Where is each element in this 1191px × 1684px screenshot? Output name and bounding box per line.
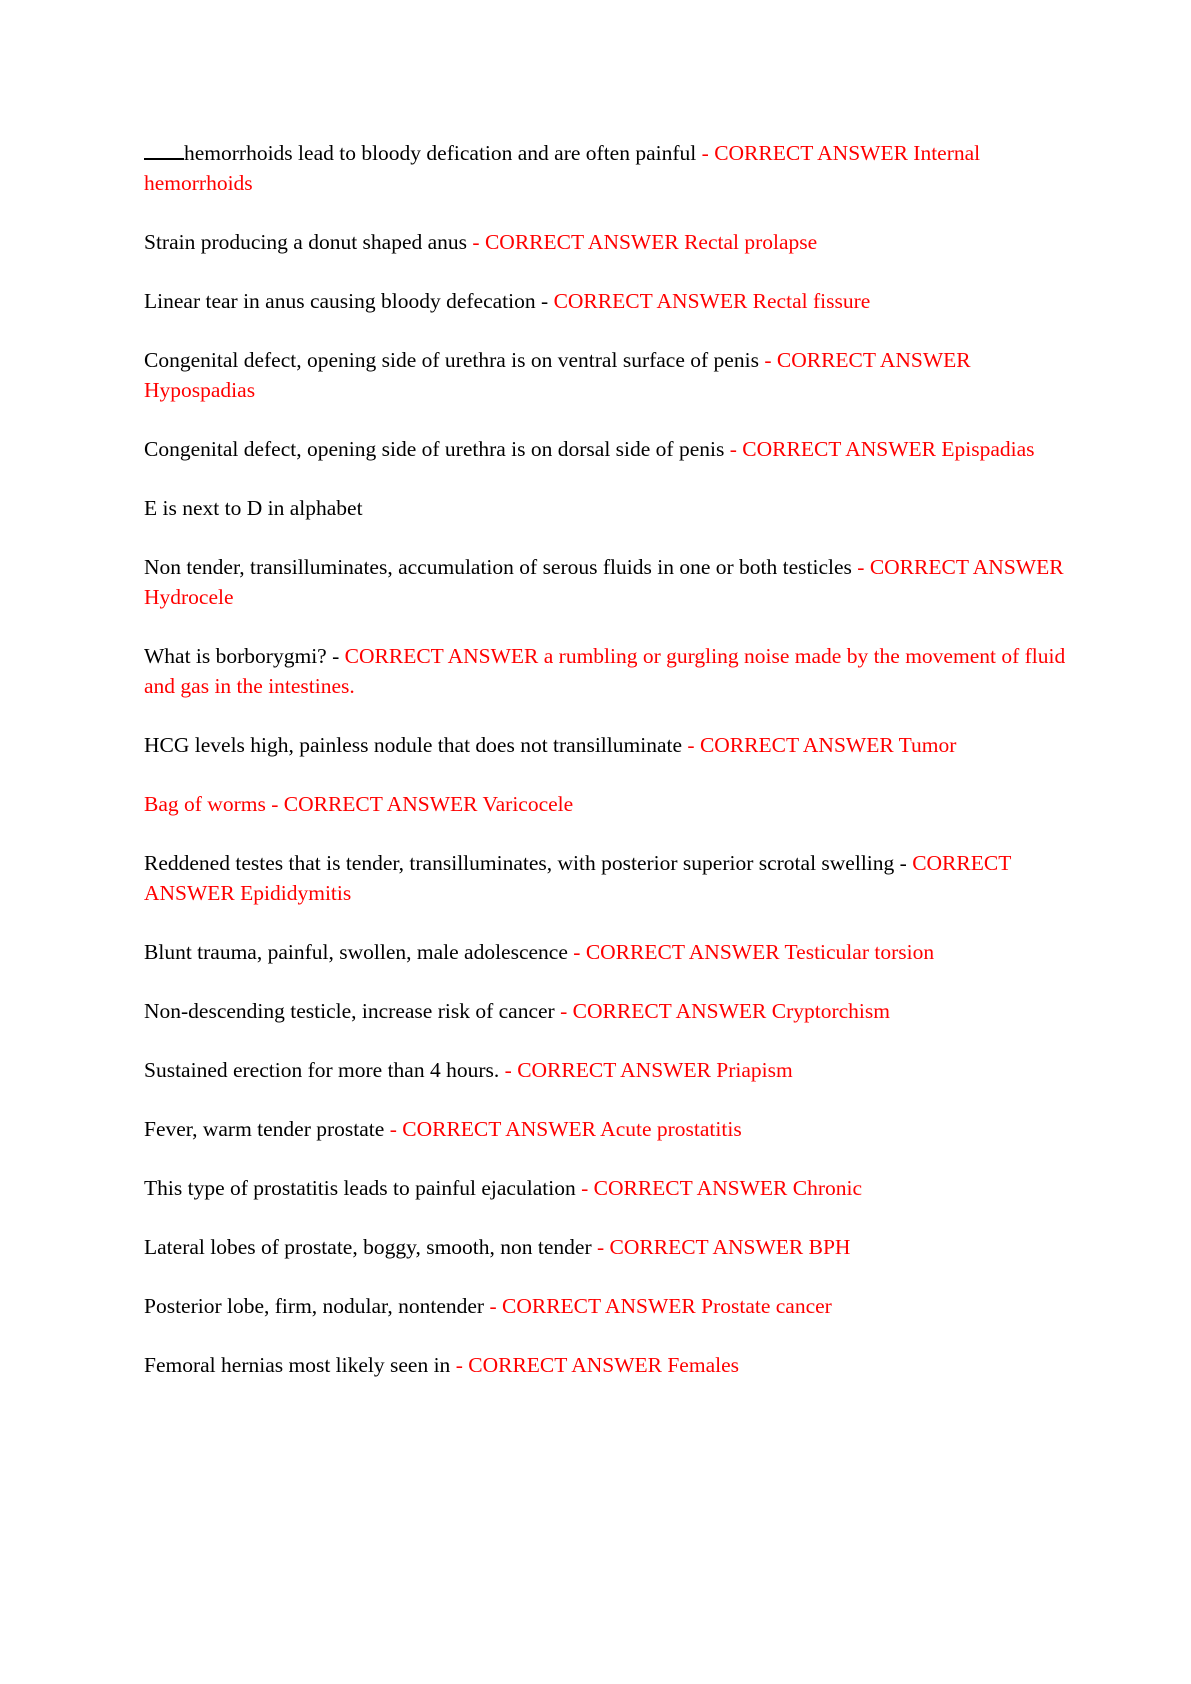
answer-text: CORRECT ANSWER Acute prostatitis (402, 1117, 742, 1141)
separator: - (535, 289, 554, 313)
qa-list (144, 137, 1074, 1409)
question-text: Posterior lobe, firm, nodular, nontender (144, 1294, 485, 1318)
separator: - (484, 1294, 502, 1318)
question-text: Bag of worms (144, 792, 266, 816)
question-text: Congenital defect, opening side of urethra is on dorsal side of penis (144, 437, 725, 461)
separator: - (384, 1117, 403, 1141)
answer-text: CORRECT ANSWER Rectal fissure (553, 289, 871, 313)
answer-text: CORRECT ANSWER Internal hemorrhoids (144, 141, 981, 195)
question-text: Non tender, transilluminates, accumulation of serous fluids in one or both testicles (144, 555, 852, 579)
qa-item (144, 286, 1074, 316)
qa-item (144, 434, 1074, 464)
qa-item (144, 345, 1074, 405)
answer-text: CORRECT ANSWER Prostate cancer (502, 1294, 832, 1318)
answer-text: CORRECT ANSWER Epispadias (742, 437, 1035, 461)
qa-item (144, 1055, 1074, 1085)
separator: - (567, 940, 586, 964)
answer-text: CORRECT ANSWER Priapism (517, 1058, 793, 1082)
qa-item (144, 937, 1074, 967)
qa-item (144, 137, 1074, 198)
question-text: Strain producing a donut shaped anus (144, 230, 468, 254)
qa-item (144, 1173, 1074, 1203)
question-text: Linear tear in anus causing bloody defecation (144, 289, 536, 313)
answer-text: CORRECT ANSWER BPH (609, 1235, 851, 1259)
qa-item (144, 996, 1074, 1026)
question-text: Lateral lobes of prostate, boggy, smooth, non tender (144, 1235, 592, 1259)
separator: - (724, 437, 743, 461)
answer-text: CORRECT ANSWER Rectal prolapse (484, 230, 818, 254)
separator: - (851, 555, 870, 579)
qa-item (144, 848, 1074, 908)
question-text: Femoral hernias most likely seen in (144, 1353, 451, 1377)
separator: - (758, 348, 777, 372)
answer-text: CORRECT ANSWER Chronic (593, 1176, 862, 1200)
qa-item (144, 1232, 1074, 1262)
answer-text: CORRECT ANSWER Cryptorchism (572, 999, 890, 1023)
separator: - (554, 999, 573, 1023)
separator: - (265, 792, 284, 816)
question-text: Blunt trauma, painful, swollen, male adolescence (144, 940, 568, 964)
question-text: Congenital defect, opening side of urethra is on ventral surface of penis (144, 348, 759, 372)
separator: - (696, 141, 715, 165)
answer-text: CORRECT ANSWER a rumbling or gurgling noise made by the movement of fluid and gas in the intestines. (144, 644, 1066, 698)
answer-text: CORRECT ANSWER Females (468, 1353, 739, 1377)
answer-text: CORRECT ANSWER Tumor (699, 733, 957, 757)
question-text: Fever, warm tender prostate (144, 1117, 385, 1141)
question-text: What is borborygmi? (144, 644, 327, 668)
qa-item (144, 730, 1074, 760)
qa-item (144, 552, 1074, 612)
note-text: E is next to D in alphabet (144, 496, 363, 520)
answer-text: CORRECT ANSWER Varicocele (283, 792, 574, 816)
qa-item (144, 1350, 1074, 1380)
question-text: This type of prostatitis leads to painful ejaculation (144, 1176, 576, 1200)
qa-item (144, 641, 1074, 701)
answer-text: CORRECT ANSWER Hydrocele (144, 555, 1064, 609)
separator: - (591, 1235, 610, 1259)
separator: - (326, 644, 345, 668)
separator: - (450, 1353, 469, 1377)
qa-item (144, 1114, 1074, 1144)
question-text: Sustained erection for more than 4 hours. (144, 1058, 500, 1082)
answer-text: CORRECT ANSWER Hypospadias (144, 348, 971, 402)
separator: - (467, 230, 485, 254)
question-text: HCG levels high, painless nodule that does not transilluminate (144, 733, 683, 757)
qa-item (144, 789, 1074, 819)
separator: - (682, 733, 700, 757)
separator: - (575, 1176, 594, 1200)
qa-item (144, 227, 1074, 257)
question-text: Non-descending testicle, increase risk of cancer (144, 999, 555, 1023)
qa-item (144, 493, 1074, 523)
question-text: Reddened testes that is tender, transilluminates, with posterior superior scrotal swelling - (144, 851, 907, 875)
separator: - (499, 1058, 518, 1082)
question-text: hemorrhoids lead to bloody defication and are often painful (184, 141, 697, 165)
answer-text: CORRECT ANSWER Testicular torsion (585, 940, 935, 964)
answer-text: CORRECT ANSWER Epididymitis (144, 851, 1011, 905)
qa-item (144, 1291, 1074, 1321)
fill-in-blank (144, 137, 184, 160)
